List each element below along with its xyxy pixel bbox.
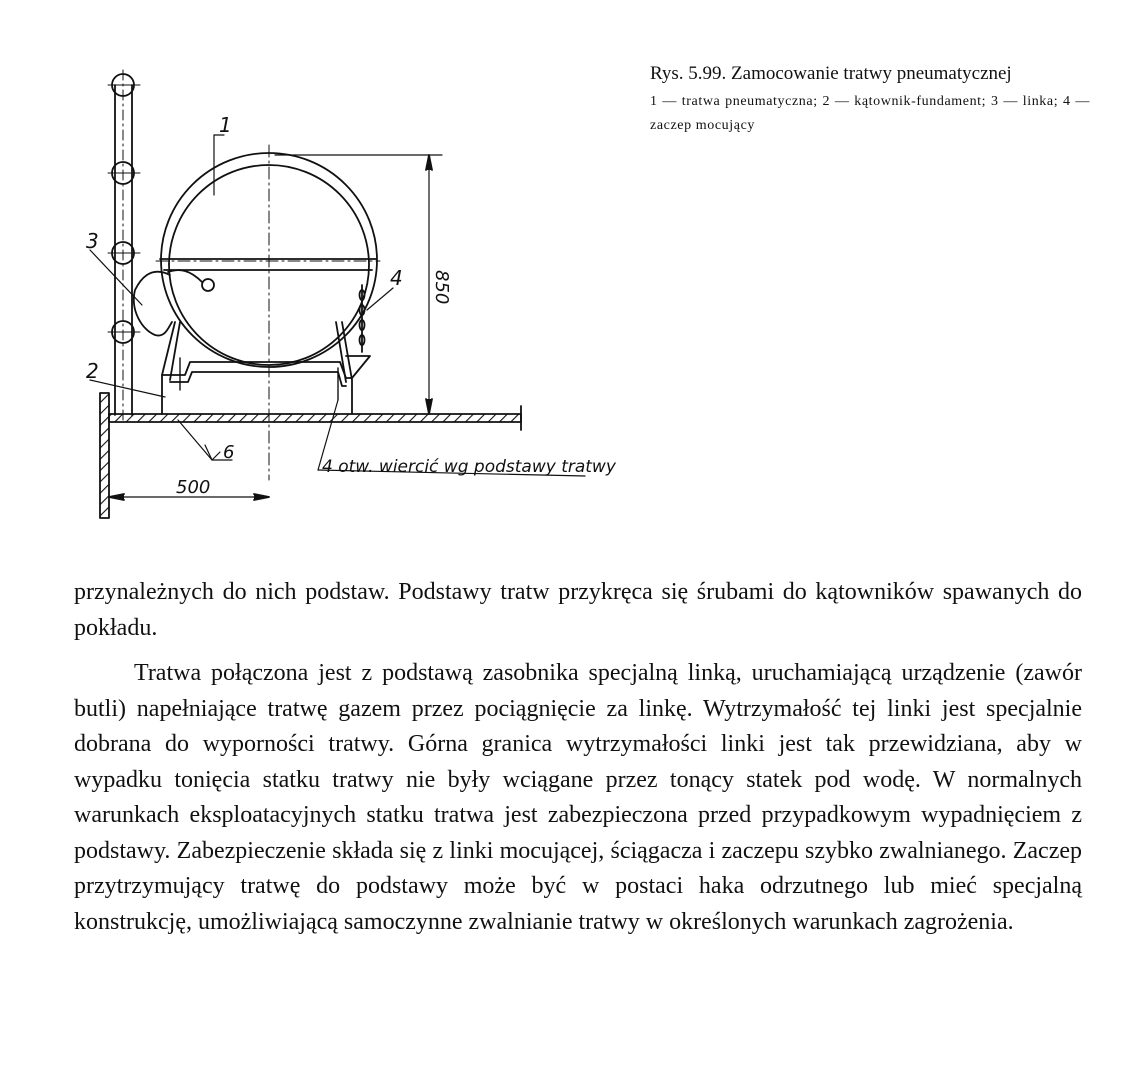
raft-mounting-drawing <box>80 60 620 530</box>
bulkhead-wall <box>100 393 109 518</box>
paragraph-2: Tratwa połączona jest z podstawą zasobnika specjalną linką, uruchamiającą urządzenie (zawór butli) napełniające tratwę gazem przez pociągnięcie za linkę. Wytrzymałość tej linki jest specjalnie dobrana do wyporności tratwy. Górna granica wytrzymałości linki jest tak przewidziana, aby w wypadku tonięcia statku tratwy nie były wciągane przez tonący statek pod wodę. W normalnych warunkach eksploatacyjnych statku tratwa jest zabezpieczona przed przypadkowym wypadnięciem z podstawy. Zabezpieczenie składa się z linki mocującej, ściągacza i zaczepu szybko zwalnianego. Zaczep przytrzymujący tratwę do podstawy może być w postaci haka odrzutnego lub mieć specjalną konstrukcję, umożliwiającą samoczynne zwalnianie tratwy w określonych warunkach zagrożenia. <box>74 660 1082 935</box>
figure-caption <box>650 60 1090 138</box>
body-text <box>74 575 1082 940</box>
raft-container <box>156 145 380 480</box>
caption-title: Rys. 5.99. Zamocowanie tratwy pneumatycznej <box>650 63 1012 84</box>
technical-drawing <box>80 60 620 530</box>
label-weld-symbol: 6 <box>223 442 235 463</box>
label-part-2: 2 <box>86 359 99 383</box>
label-dim-height: 850 <box>431 270 452 305</box>
label-part-1: 1 <box>219 113 232 137</box>
label-part-4: 4 <box>390 266 403 290</box>
label-part-3: 3 <box>86 229 99 253</box>
paragraph-1: przynależnych do nich podstaw. Podstawy tratw przykręca się śrubami do kątowników spawanych do pokładu. <box>74 579 1082 641</box>
railing-post <box>108 70 140 420</box>
label-drill-note: 4 otw. wiercić wg podstawy tratwy <box>322 457 616 477</box>
lanyard-line <box>134 272 172 336</box>
label-dim-width: 500 <box>176 477 211 498</box>
deck-plate <box>109 414 521 422</box>
caption-legend: 1 — tratwa pneumatyczna; 2 — kątownik-fundament; 3 — linka; 4 — zaczep mocujący <box>650 94 1090 133</box>
height-dimension <box>275 155 442 414</box>
